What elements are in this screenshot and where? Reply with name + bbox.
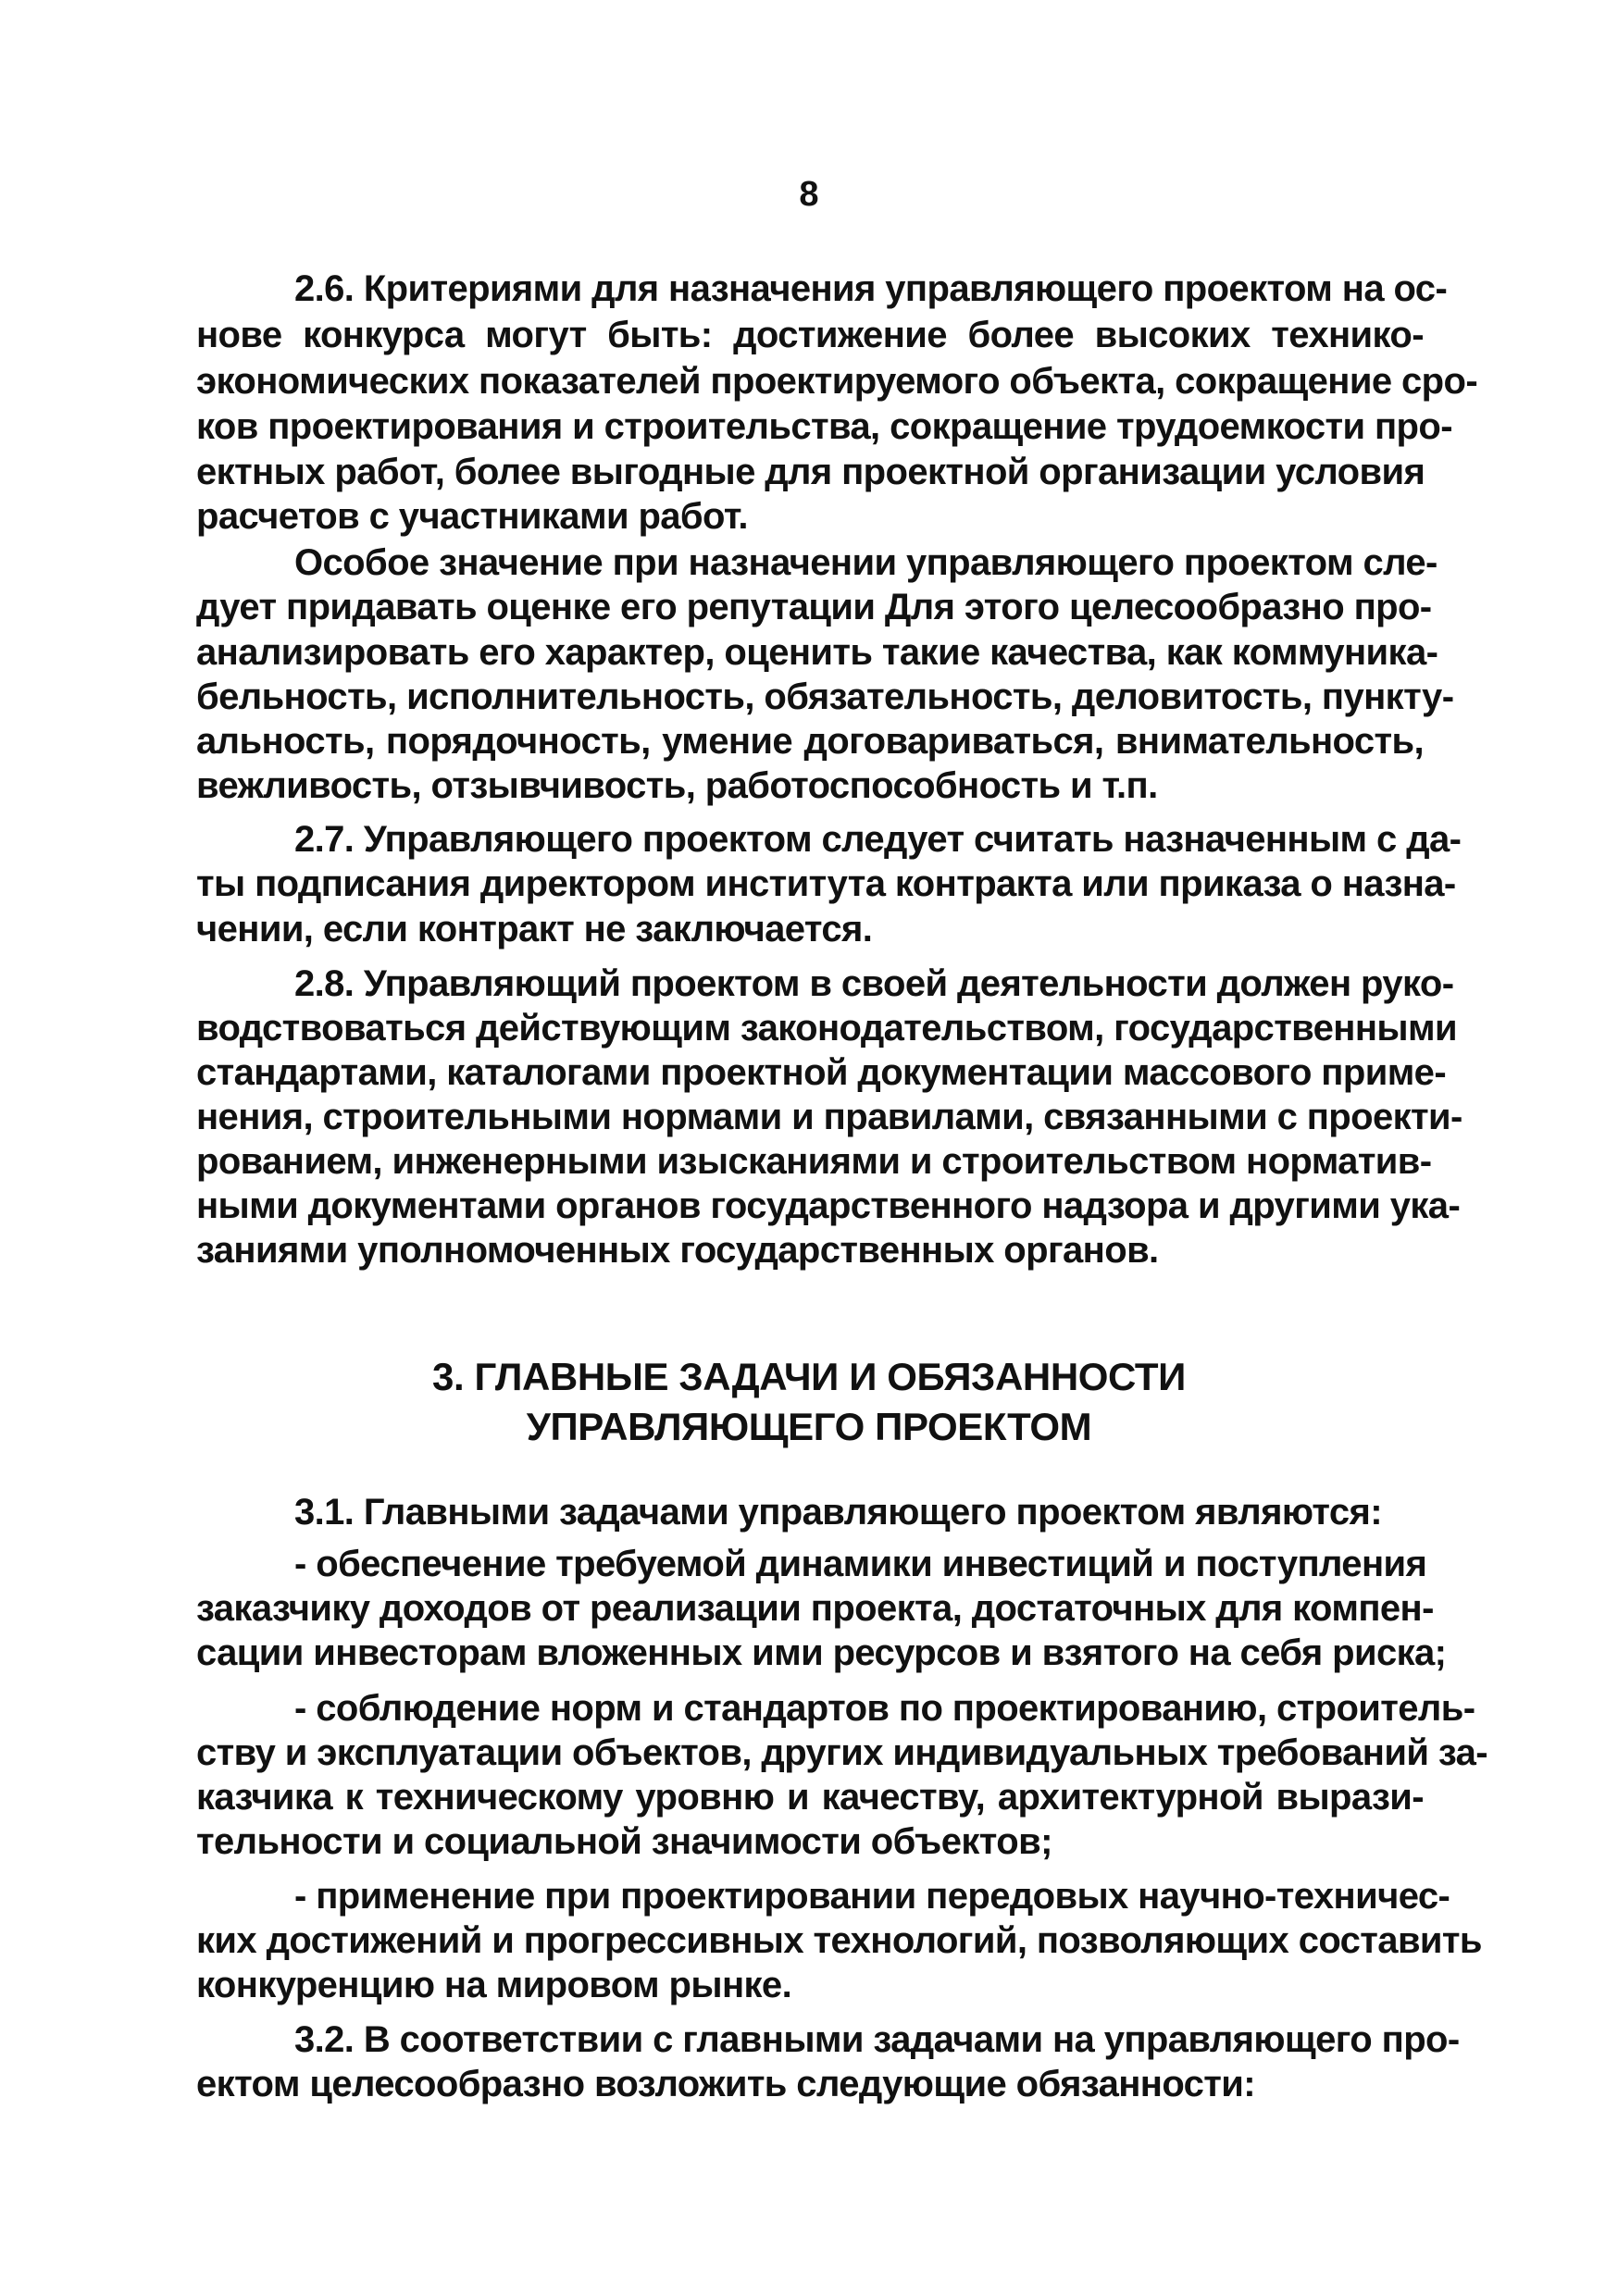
text-line: ков проектирования и строительства, сокращение трудоемкости про- (196, 406, 1452, 447)
text-line: казчика к техническому уровню и качеству, архитектурной вырази- (196, 1777, 1424, 1818)
text-line: 2.7. Управляющего проектом следует считать назначенным с да- (294, 819, 1462, 860)
section-heading: 3. ГЛАВНЫЕ ЗАДАЧИ И ОБЯЗАННОСТИ (432, 1355, 1186, 1398)
text-line: - обеспечение требуемой динамики инвестиций и поступления (294, 1544, 1427, 1584)
text-line: альность, порядочность, умение договариваться, внимательность, (196, 721, 1424, 762)
text-line: ектных работ, более выгодные для проектной организации условия (196, 452, 1425, 492)
text-line: 3.1. Главными задачами управляющего проектом являются: (294, 1492, 1382, 1533)
text-line: нове конкурса могут быть: достижение более высоких технико- (196, 315, 1424, 355)
text-line: 2.6. Критериями для назначения управляющего проектом на ос- (294, 268, 1448, 309)
text-line: нения, строительными нормами и правилами, связанными с проекти- (196, 1097, 1462, 1137)
text-line: тельности и социальной значимости объектов; (196, 1821, 1052, 1862)
text-line: ектом целесообразно возложить следующие обязанности: (196, 2064, 1255, 2104)
text-line: экономических показателей проектируемого объекта, сокращение сро- (196, 361, 1478, 402)
text-line: стандартами, каталогами проектной документации массового приме- (196, 1052, 1447, 1093)
text-line: ких достижений и прогрессивных технологий, позволяющих составить (196, 1920, 1482, 1961)
text-line: заниями уполномоченных государственных органов. (196, 1230, 1159, 1271)
text-line: ству и эксплуатации объектов, других индивидуальных требований за- (196, 1732, 1487, 1773)
text-line: ты подписания директором института контракта или приказа о назна- (196, 863, 1456, 904)
text-line: - соблюдение норм и стандартов по проектированию, строитель- (294, 1688, 1475, 1729)
text-line: Особое значение при назначении управляющего проектом сле- (294, 542, 1438, 583)
text-line: дует придавать оценке его репутации Для этого целесообразно про- (196, 587, 1432, 627)
text-line: вежливость, отзывчивость, работоспособность и т.п. (196, 765, 1158, 806)
text-line: конкуренцию на мировом рынке. (196, 1965, 792, 2005)
text-line: анализировать его характер, оценить такие качества, как коммуника- (196, 632, 1438, 673)
text-line: 3.2. В соответствии с главными задачами на управляющего про- (294, 2019, 1460, 2060)
text-line: чении, если контракт не заключается. (196, 909, 873, 949)
text-line: заказчику доходов от реализации проекта, достаточных для компен- (196, 1588, 1434, 1629)
text-line: ными документами органов государственного надзора и другими ука- (196, 1185, 1461, 1226)
text-line: сации инвесторам вложенных ими ресурсов и взятого на себя риска; (196, 1632, 1447, 1673)
text-line: рованием, инженерными изысканиями и строительством норматив- (196, 1141, 1432, 1182)
text-line: расчетов с участниками работ. (196, 496, 748, 537)
section-heading: УПРАВЛЯЮЩЕГО ПРОЕКТОМ (526, 1405, 1092, 1448)
text-line: бельность, исполнительность, обязательность, деловитость, пункту- (196, 676, 1454, 717)
text-line: - применение при проектировании передовых научно-техничес- (294, 1876, 1450, 1917)
text-line: 2.8. Управляющий проектом в своей деятельности должен руко- (294, 963, 1454, 1004)
page-number: 8 (799, 175, 819, 214)
text-line: водствоваться действующим законодательством, государственными (196, 1008, 1457, 1049)
